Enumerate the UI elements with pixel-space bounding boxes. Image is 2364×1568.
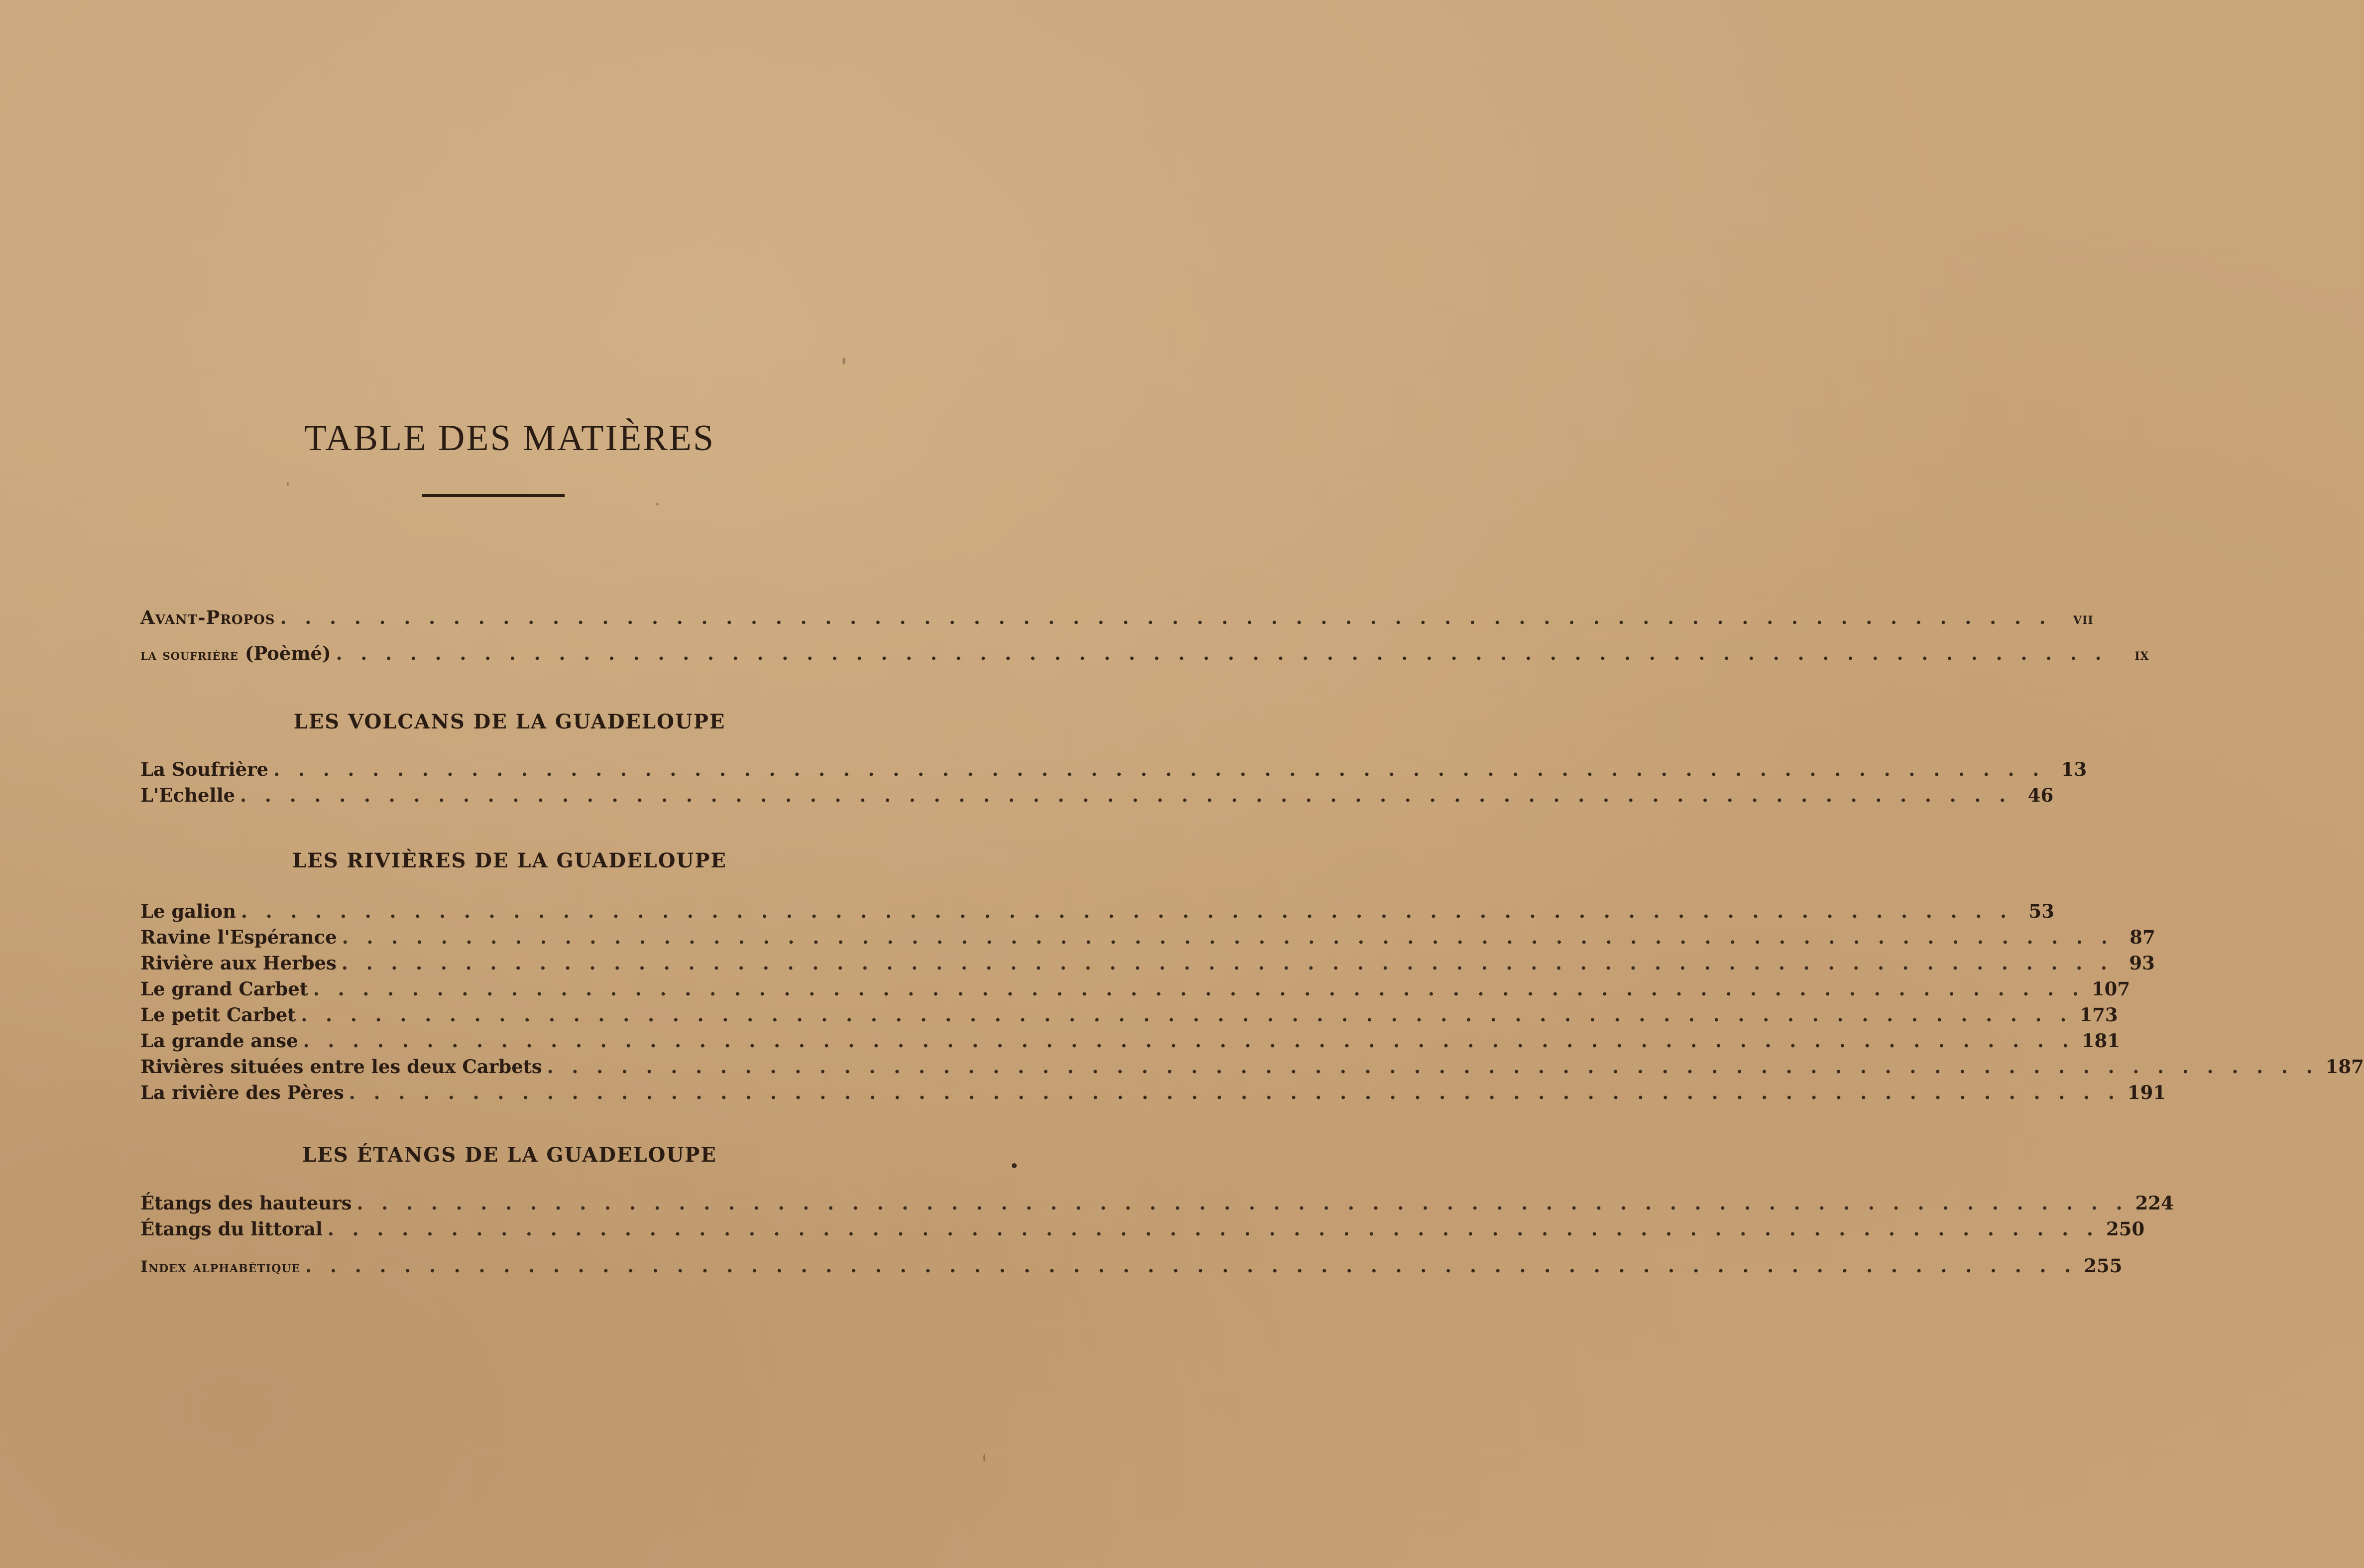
toc-entry[interactable] [140, 1192, 2174, 1218]
dot-leader: . . . . . . . . . . . . . . . . . . . . . . . . . . . . . . . . . . . . . . . . . . . . . . . . . . . . . . . . . . . . . . . . . . . . . . . . [341, 952, 2113, 974]
toc-entry-page: 87 [2129, 926, 2155, 948]
paper-speck [1012, 1163, 1017, 1168]
dot-leader: . . . . . . . . . . . . . . . . . . . . . . . . . . . . . . . . . . . . . . . . . . . . . . . . . . . . . . . . . . . . . . . . . . . . . . . . [342, 926, 2114, 948]
dot-leader: . . . . . . . . . . . . . . . . . . . . . . . . . . . . . . . . . . . . . . . . . . . . . . . . . . . . . . . . . . . . . . . . . . . . . . . . [305, 1255, 2077, 1277]
toc-entry-page: 224 [2135, 1192, 2174, 1214]
toc-entry-page: 191 [2127, 1082, 2166, 1103]
section-etangs-list [140, 1192, 2174, 1244]
toc-entry-page: 46 [2027, 784, 2054, 806]
toc-entry[interactable] [140, 900, 2055, 926]
dot-leader: . . . . . . . . . . . . . . . . . . . . . . . . . . . . . . . . . . . . . . . . . . . . . . . . . . . . . . . . . . . . . . . . . . . . . . . . [547, 1056, 2319, 1078]
toc-entry-label: La rivière des Pères [140, 1082, 344, 1103]
toc-entry[interactable] [140, 952, 2155, 978]
toc-entry-index-alphabetique[interactable] [140, 1255, 2123, 1281]
toc-entry-label: Le galion [140, 900, 236, 922]
toc-entry-label-suffix: (Poèmé) [238, 642, 331, 664]
toc-entry-label: Avant-Propos [140, 606, 275, 628]
paper-speck [287, 482, 289, 486]
toc-entry-label: Le grand Carbet [140, 978, 308, 1000]
dot-leader: . . . . . . . . . . . . . . . . . . . . . . . . . . . . . . . . . . . . . . . . . . . . . . . . . . . . . . . . . . . . . . . . . . . . . . . . [273, 758, 2045, 780]
toc-entry-label: Le petit Carbet [140, 1004, 296, 1026]
toc-entry-page: 13 [2061, 758, 2087, 780]
toc-entry-page: ix [2134, 646, 2149, 664]
toc-entry-page: 173 [2079, 1004, 2118, 1026]
toc-entry[interactable] [140, 926, 2155, 952]
dot-leader: . . . . . . . . . . . . . . . . . . . . . . . . . . . . . . . . . . . . . . . . . . . . . . . . . . . . . . . . . . . . . . . . . . . . . . . . [240, 784, 2012, 806]
toc-entry-label: Ravine l'Espérance [140, 926, 337, 948]
toc-entry[interactable] [140, 978, 2130, 1004]
toc-entry-label: La grande anse [140, 1030, 298, 1052]
section-volcans-list [140, 758, 2087, 810]
toc-entry-label: Rivière aux Herbes [140, 952, 337, 974]
dot-leader: . . . . . . . . . . . . . . . . . . . . . . . . . . . . . . . . . . . . . . . . . . . . . . . . . . . . . . . . . . . . . . . . . . . . . . . . [280, 606, 2052, 628]
toc-entry-page: 187 [2325, 1056, 2364, 1078]
toc-entry[interactable] [140, 1004, 2118, 1030]
back-matter-list [140, 1255, 2123, 1281]
toc-entry[interactable] [140, 1056, 2364, 1082]
dot-leader: . . . . . . . . . . . . . . . . . . . . . . . . . . . . . . . . . . . . . . . . . . . . . . . . . . . . . . . . . . . . . . . . . . . . . . . . [349, 1082, 2121, 1103]
toc-entry[interactable] [140, 1218, 2145, 1244]
toc-entry-la-soufriere-poeme[interactable] [140, 642, 2149, 668]
dot-leader: . . . . . . . . . . . . . . . . . . . . . . . . . . . . . . . . . . . . . . . . . . . . . . . . . . . . . . . . . . . . . . . . . . . . . . . . [356, 1192, 2128, 1214]
toc-entry[interactable] [140, 758, 2087, 784]
toc-entry-label: la soufrière [140, 646, 238, 664]
front-matter-list [140, 606, 2149, 668]
toc-entry[interactable] [140, 784, 2054, 810]
section-rivieres-list [140, 900, 2364, 1107]
section-heading-etangs: LES ÉTANGS DE LA GUADELOUPE [302, 1143, 717, 1167]
toc-entry-label: Étangs du littoral [140, 1218, 323, 1240]
title-rule [422, 494, 565, 497]
paper-speck [983, 1454, 985, 1462]
toc-entry-label-group [140, 642, 336, 664]
paper-speck [842, 358, 845, 364]
section-heading-volcans: LES VOLCANS DE LA GUADELOUPE [293, 710, 726, 733]
dot-leader: . . . . . . . . . . . . . . . . . . . . . . . . . . . . . . . . . . . . . . . . . . . . . . . . . . . . . . . . . . . . . . . . . . . . . . . . [301, 1004, 2073, 1026]
toc-entry-label: L'Echelle [140, 784, 236, 806]
dot-leader: . . . . . . . . . . . . . . . . . . . . . . . . . . . . . . . . . . . . . . . . . . . . . . . . . . . . . . . . . . . . . . . . . . . . . . . . [303, 1030, 2075, 1052]
toc-entry-page: 250 [2106, 1218, 2145, 1240]
toc-entry[interactable] [140, 1030, 2120, 1056]
toc-entry[interactable] [140, 1082, 2166, 1107]
page-title: TABLE DES MATIÈRES [304, 418, 715, 459]
toc-entry-label: Rivières situées entre les deux Carbets [140, 1056, 542, 1078]
toc-entry-page: 107 [2091, 978, 2130, 1000]
section-heading-rivieres: LES RIVIÈRES DE LA GUADELOUPE [292, 849, 727, 872]
toc-entry-page: 53 [2028, 900, 2055, 922]
toc-entry-page: 93 [2129, 952, 2155, 974]
dot-leader: . . . . . . . . . . . . . . . . . . . . . . . . . . . . . . . . . . . . . . . . . . . . . . . . . . . . . . . . . . . . . . . . . . . . . . . . [327, 1218, 2099, 1240]
toc-entry-page: 181 [2081, 1030, 2120, 1052]
paper-speck [656, 503, 659, 505]
toc-entry-page: vii [2073, 610, 2094, 628]
dot-leader: . . . . . . . . . . . . . . . . . . . . . . . . . . . . . . . . . . . . . . . . . . . . . . . . . . . . . . . . . . . . . . . . . . . . . . . . [336, 642, 2108, 664]
toc-entry-avant-propos[interactable] [140, 606, 2094, 632]
toc-entry-label: Index alphabétique [140, 1257, 301, 1276]
toc-entry-page: 255 [2084, 1255, 2123, 1277]
dot-leader: . . . . . . . . . . . . . . . . . . . . . . . . . . . . . . . . . . . . . . . . . . . . . . . . . . . . . . . . . . . . . . . . . . . . . . . . [313, 978, 2085, 1000]
toc-entry-label: Étangs des hauteurs [140, 1192, 352, 1214]
toc-entry-label: La Soufrière [140, 758, 269, 780]
dot-leader: . . . . . . . . . . . . . . . . . . . . . . . . . . . . . . . . . . . . . . . . . . . . . . . . . . . . . . . . . . . . . . . . . . . . . . . . [240, 900, 2013, 922]
